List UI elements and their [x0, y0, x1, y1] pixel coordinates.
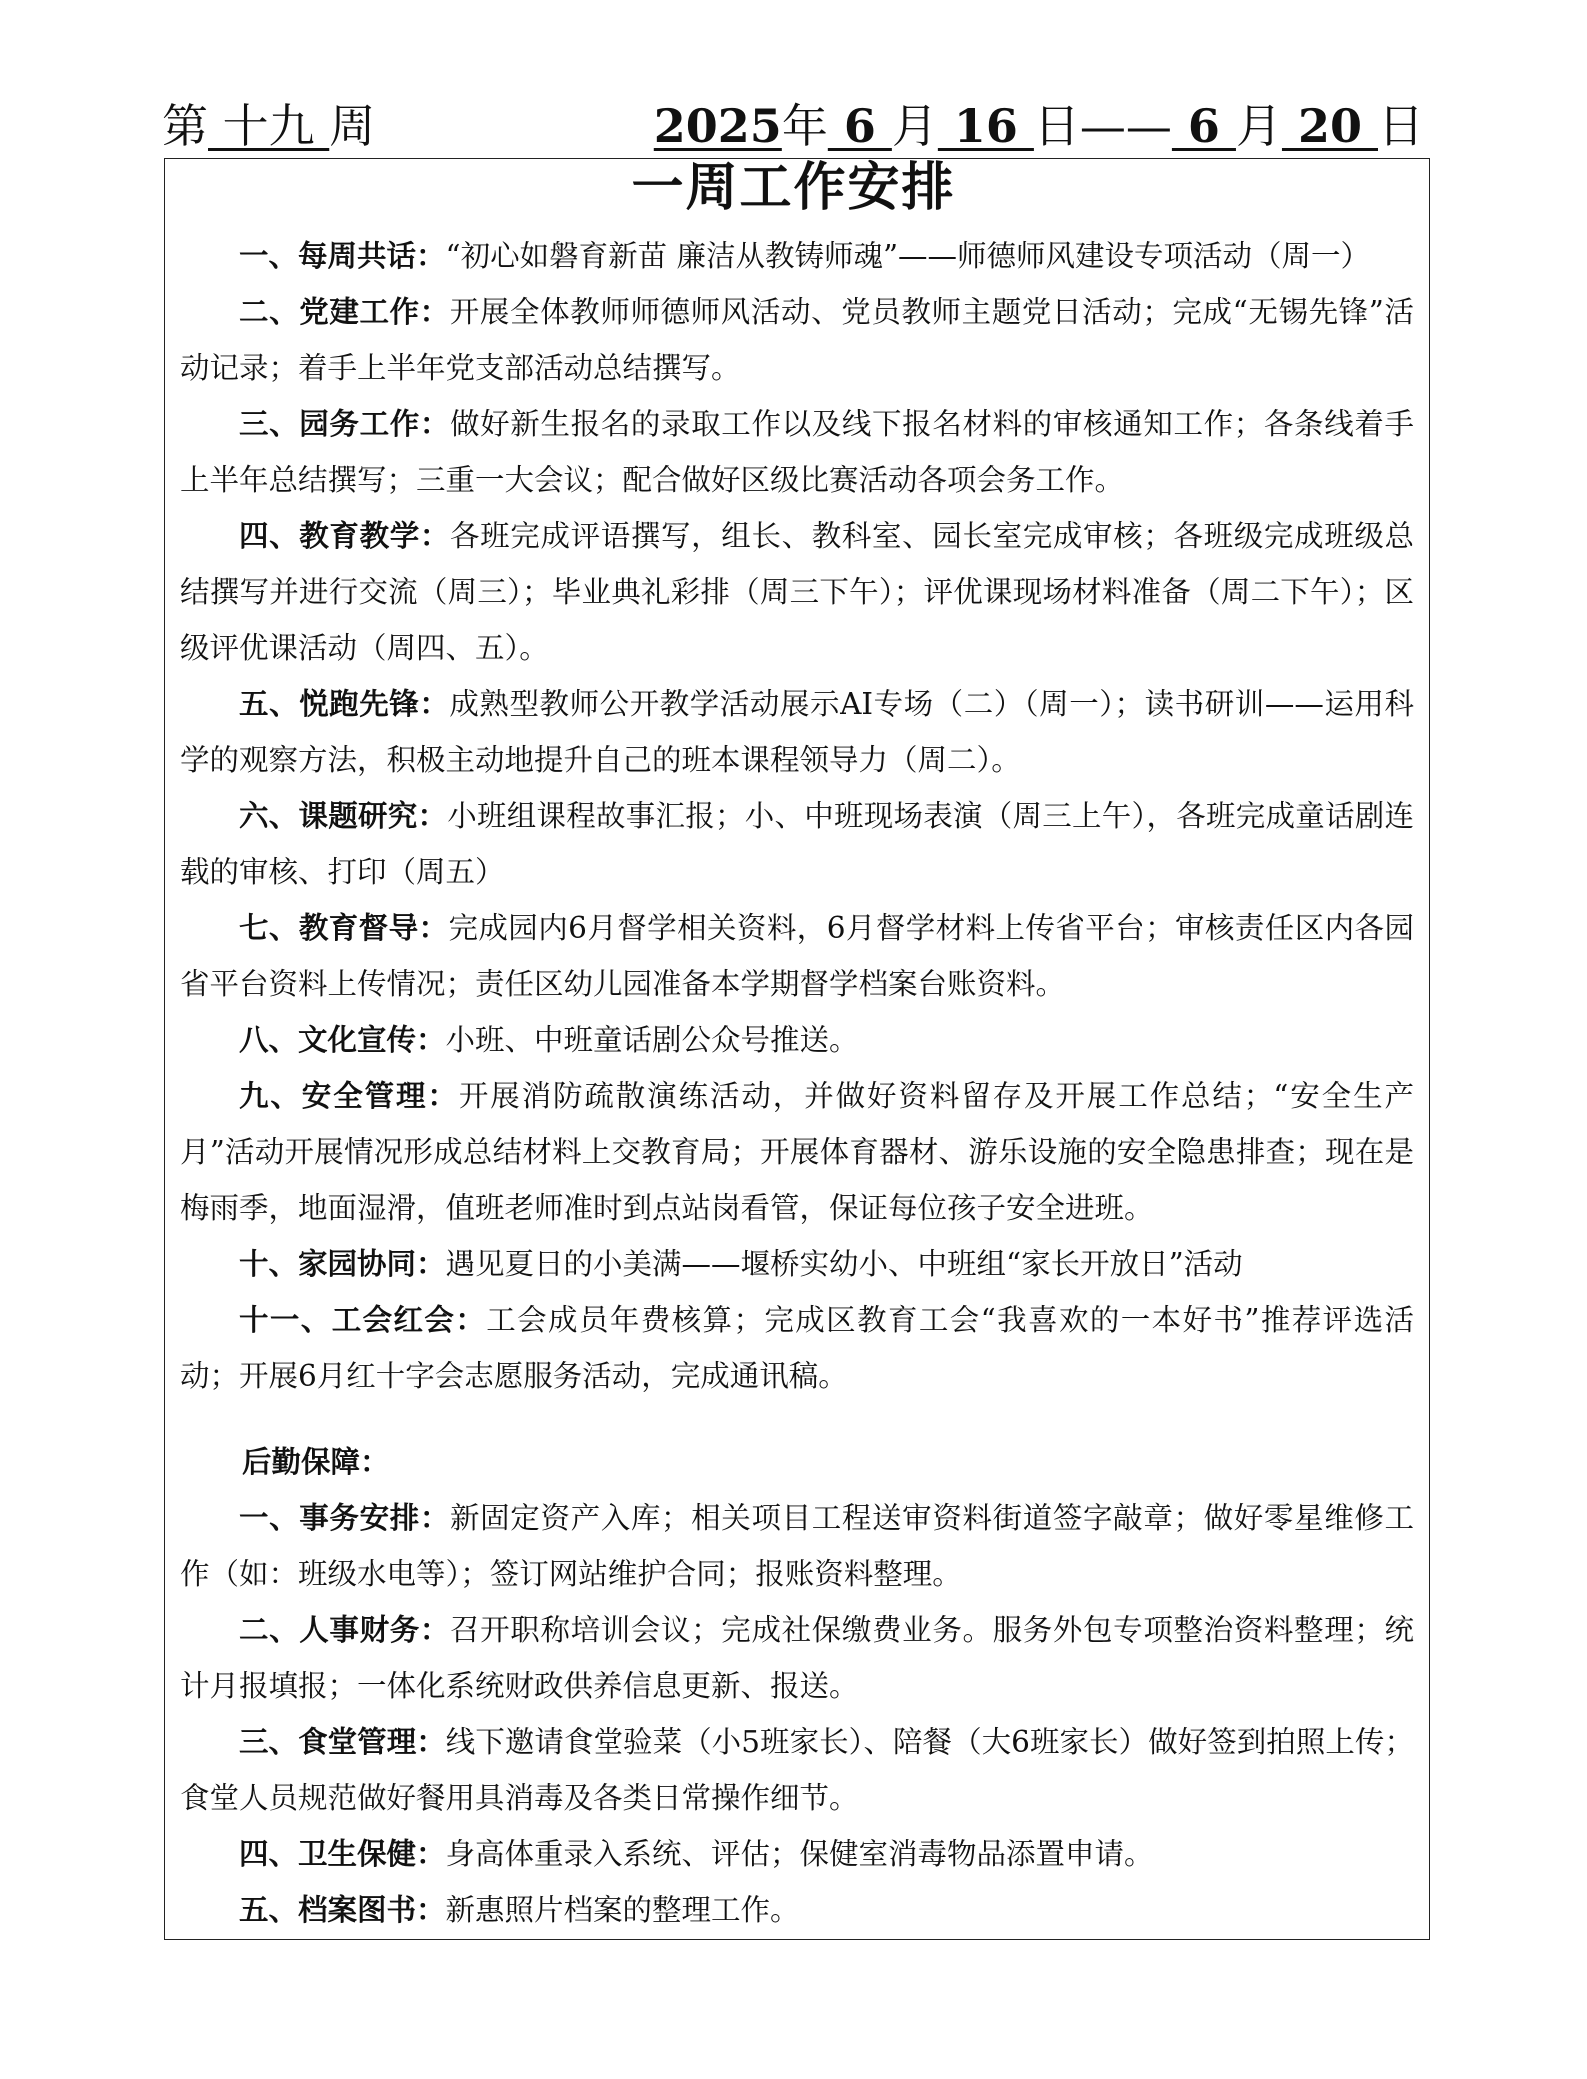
item-text: 小班、中班童话剧公众号推送。 [445, 1023, 859, 1057]
item-teaching [180, 508, 1414, 676]
item-text: 完成园内6月督学相关资料，6月督学材料上传省平台；审核责任区内各园省平台资料上传情况；责任区幼儿园准备本学期督学档案台账资料。 [180, 911, 1414, 1001]
item-label: 二、人事财务： [239, 1612, 451, 1647]
end-day: 20 [1281, 99, 1378, 153]
item-label: 五、悦跑先锋： [239, 686, 450, 721]
item-text: 开展消防疏散演练活动，并做好资料留存及开展工作总结；“安全生产月”活动开展情况形成总结材料上交教育局；开展体育器材、游乐设施的安全隐患排查；现在是梅雨季，地面湿滑，值班老师准时到点站岗看管，保证每位孩子安全进班。 [180, 1079, 1414, 1225]
item-label: 十一、工会红会： [239, 1302, 487, 1337]
item-school-affairs [180, 396, 1414, 508]
item-label: 四、卫生保健： [239, 1836, 446, 1871]
item-text: 成熟型教师公开教学活动展示AI专场（二）（周一）；读书研训——运用科学的观察方法，积极主动地提升自己的班本课程领导力（周二）。 [180, 687, 1414, 777]
item-union [180, 1292, 1414, 1404]
item-weekly-talk [180, 228, 1414, 284]
content-body [180, 228, 1414, 1938]
item-label: 十、家园协同： [239, 1246, 446, 1281]
year-unit: 年 [781, 99, 828, 153]
item-home-school [180, 1236, 1414, 1292]
day-unit-1: 日—— [1033, 99, 1172, 153]
item-text: 开展全体教师师德师风活动、党员教师主题党日活动；完成“无锡先锋”活动记录；着手上半年党支部活动总结撰写。 [180, 295, 1414, 385]
item-safety [180, 1068, 1414, 1236]
month-unit-1: 月 [891, 99, 938, 153]
logistics-heading: 后勤保障： [241, 1444, 390, 1479]
item-text: 工会成员年费核算；完成区教育工会“我喜欢的一本好书”推荐评选活动；开展6月红十字会志愿服务活动，完成通讯稿。 [180, 1303, 1414, 1393]
item-label: 六、课题研究： [239, 798, 448, 833]
item-research [180, 788, 1414, 900]
logistics-item-hr-finance [180, 1602, 1414, 1714]
start-month: 6 [827, 99, 892, 153]
item-label: 八、文化宣传： [239, 1022, 446, 1057]
day-unit-2: 日 [1378, 99, 1424, 153]
month-unit-2: 月 [1235, 99, 1282, 153]
end-month: 6 [1171, 99, 1236, 153]
page-title: 一周工作安排 [631, 158, 956, 218]
start-day: 16 [937, 99, 1034, 153]
year: 2025 [653, 99, 782, 153]
item-label: 三、食堂管理： [239, 1724, 446, 1759]
item-publicity [180, 1012, 1414, 1068]
item-text: 线下邀请食堂验菜（小5班家长）、陪餐（大6班家长）做好签到拍照上传；食堂人员规范做好餐用具消毒及各类日常操作细节。 [180, 1725, 1414, 1815]
item-label: 一、事务安排： [239, 1500, 451, 1535]
item-label: 九、安全管理： [239, 1078, 459, 1113]
item-text: 新惠照片档案的整理工作。 [445, 1893, 800, 1927]
logistics-item-affairs [180, 1490, 1414, 1602]
item-text: 小班组课程故事汇报；小、中班现场表演（周三上午），各班完成童话剧连载的审核、打印（周五） [180, 799, 1414, 889]
logistics-item-health [180, 1826, 1414, 1882]
week-prefix: 第 [162, 99, 208, 153]
item-label: 二、党建工作： [239, 294, 450, 329]
week-suffix: 周 [329, 99, 376, 153]
item-party-building [180, 284, 1414, 396]
item-label: 四、教育教学： [239, 518, 451, 553]
item-label: 三、园务工作： [239, 406, 451, 441]
item-supervision [180, 900, 1414, 1012]
item-text: “初心如磐育新苗 廉洁从教铸师魂”——师德师风建设专项活动（周一） [445, 239, 1371, 273]
item-label: 一、每周共话： [239, 238, 446, 273]
item-text: 新固定资产入库；相关项目工程送审资料街道签字敲章；做好零星维修工作（如：班级水电等）；签订网站维护合同；报账资料整理。 [180, 1501, 1414, 1591]
week-number: 十九 [208, 99, 330, 153]
item-text: 各班完成评语撰写，组长、教科室、园长室完成审核；各班级完成班级总结撰写并进行交流（周三）；毕业典礼彩排（周三下午）；评优课现场材料准备（周二下午）；区级评优课活动（周四、五）。 [180, 519, 1414, 665]
item-label: 七、教育督导： [239, 910, 449, 945]
item-pioneer-run [180, 676, 1414, 788]
logistics-item-archives [180, 1882, 1414, 1938]
logistics-item-canteen [180, 1714, 1414, 1826]
item-label: 五、档案图书： [239, 1892, 446, 1927]
item-text: 身高体重录入系统、评估；保健室消毒物品添置申请。 [445, 1837, 1154, 1871]
item-text: 遇见夏日的小美满——堰桥实幼小、中班组“家长开放日”活动 [445, 1247, 1243, 1281]
item-text: 做好新生报名的录取工作以及线下报名材料的审核通知工作；各条线着手上半年总结撰写；三重一大会议；配合做好区级比赛活动各项会务工作。 [180, 407, 1414, 497]
item-text: 召开职称培训会议；完成社保缴费业务。服务外包专项整治资料整理；统计月报填报；一体化系统财政供养信息更新、报送。 [180, 1613, 1414, 1703]
